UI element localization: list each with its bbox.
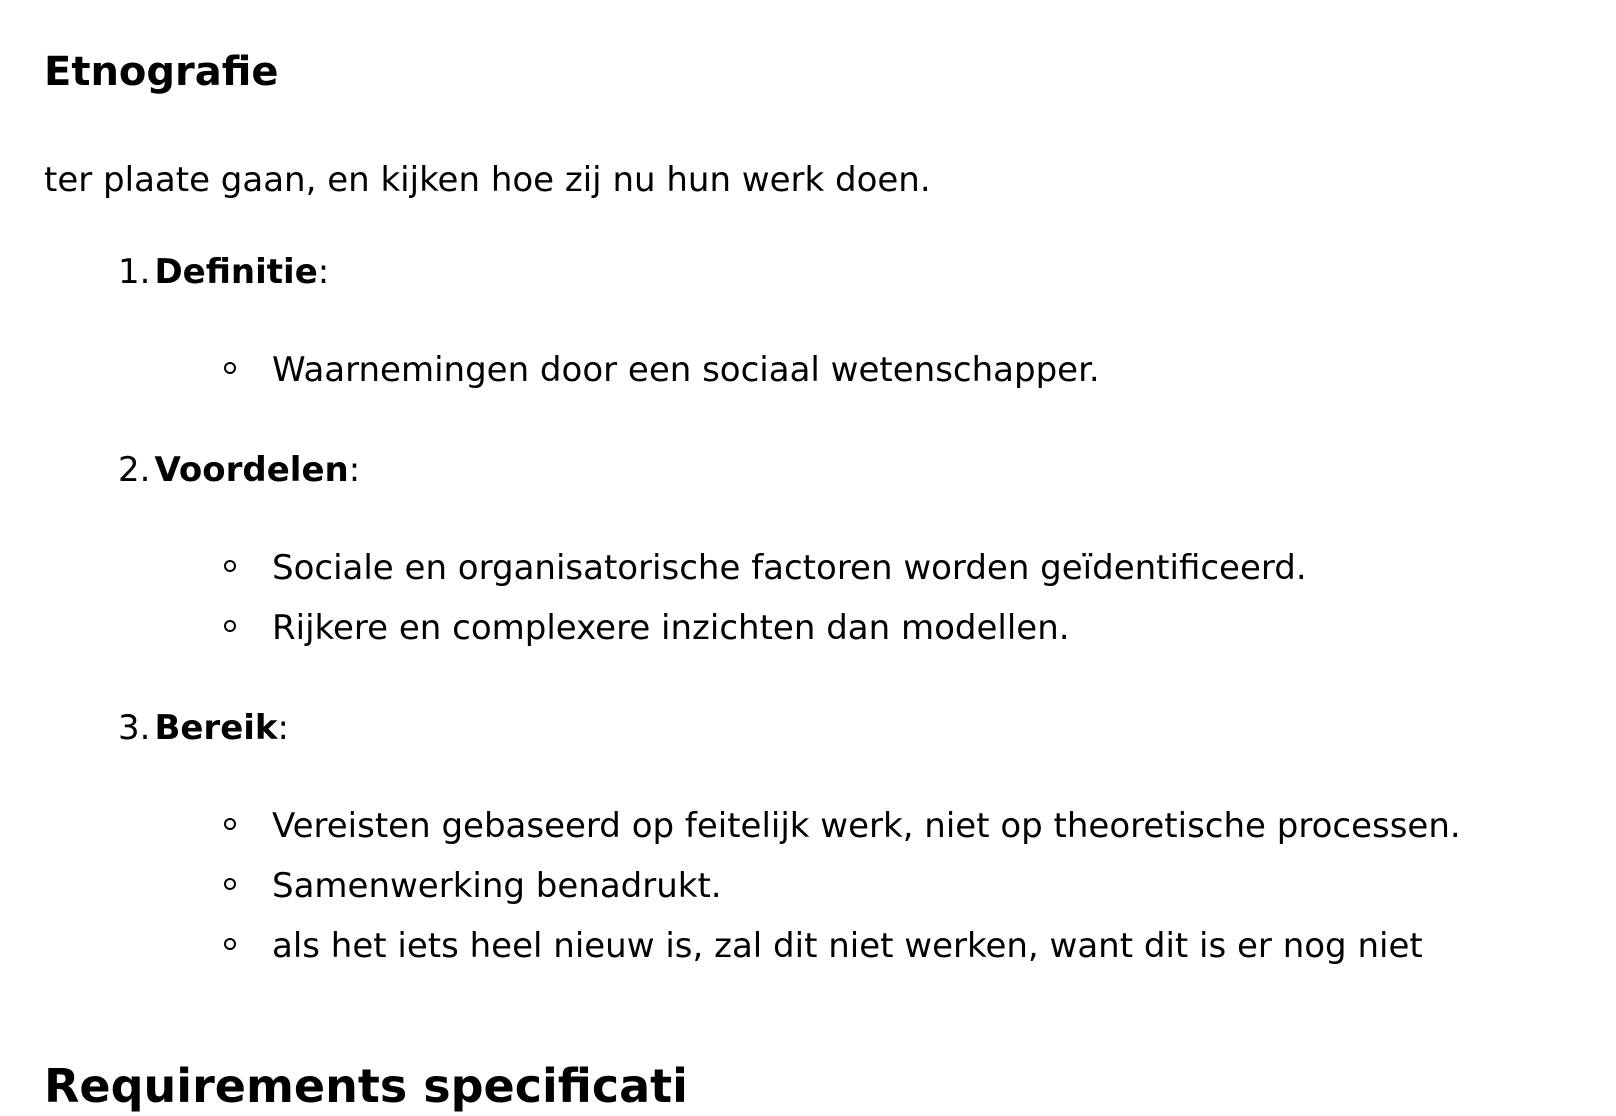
- list-item-definitie: [118, 248, 329, 296]
- hollow-bullet-icon: [224, 362, 236, 374]
- section-heading: Etnografie: [44, 49, 279, 95]
- bullet-text: Sociale en organisatorische factoren worden geïdentificeerd.: [272, 548, 1307, 588]
- hollow-bullet-icon: [224, 560, 236, 572]
- intro-paragraph: ter plaate gaan, en kijken hoe zij nu hun werk doen.: [44, 160, 931, 200]
- bullet-text: Vereisten gebaseerd op feitelijk werk, niet op theoretische processen.: [272, 806, 1461, 846]
- bullet-text: Rijkere en complexere inzichten dan modellen.: [272, 608, 1070, 648]
- list-item-title: Definitie: [154, 252, 318, 292]
- list-item-voordelen: [118, 446, 360, 494]
- bullet-text: als het iets heel nieuw is, zal dit niet werken, want dit is er nog niet: [272, 926, 1423, 966]
- list-number: 3.: [118, 708, 151, 748]
- list-number: 2.: [118, 450, 151, 490]
- hollow-bullet-icon: [224, 818, 236, 830]
- bullet-text: Waarnemingen door een sociaal wetenschapper.: [272, 350, 1100, 390]
- list-item-suffix: :: [277, 708, 289, 748]
- next-section-heading: Requirements specificati: [44, 1059, 688, 1113]
- list-item-title: Voordelen: [154, 450, 349, 490]
- list-item-suffix: :: [317, 252, 330, 292]
- list-item-suffix: :: [348, 450, 361, 490]
- bullet-text: Samenwerking benadrukt.: [272, 866, 722, 906]
- list-number: 1.: [118, 252, 151, 292]
- list-item-title: Bereik: [154, 708, 278, 748]
- hollow-bullet-icon: [224, 878, 236, 890]
- hollow-bullet-icon: [224, 620, 236, 632]
- list-item-bereik: [118, 704, 289, 752]
- hollow-bullet-icon: [224, 938, 236, 950]
